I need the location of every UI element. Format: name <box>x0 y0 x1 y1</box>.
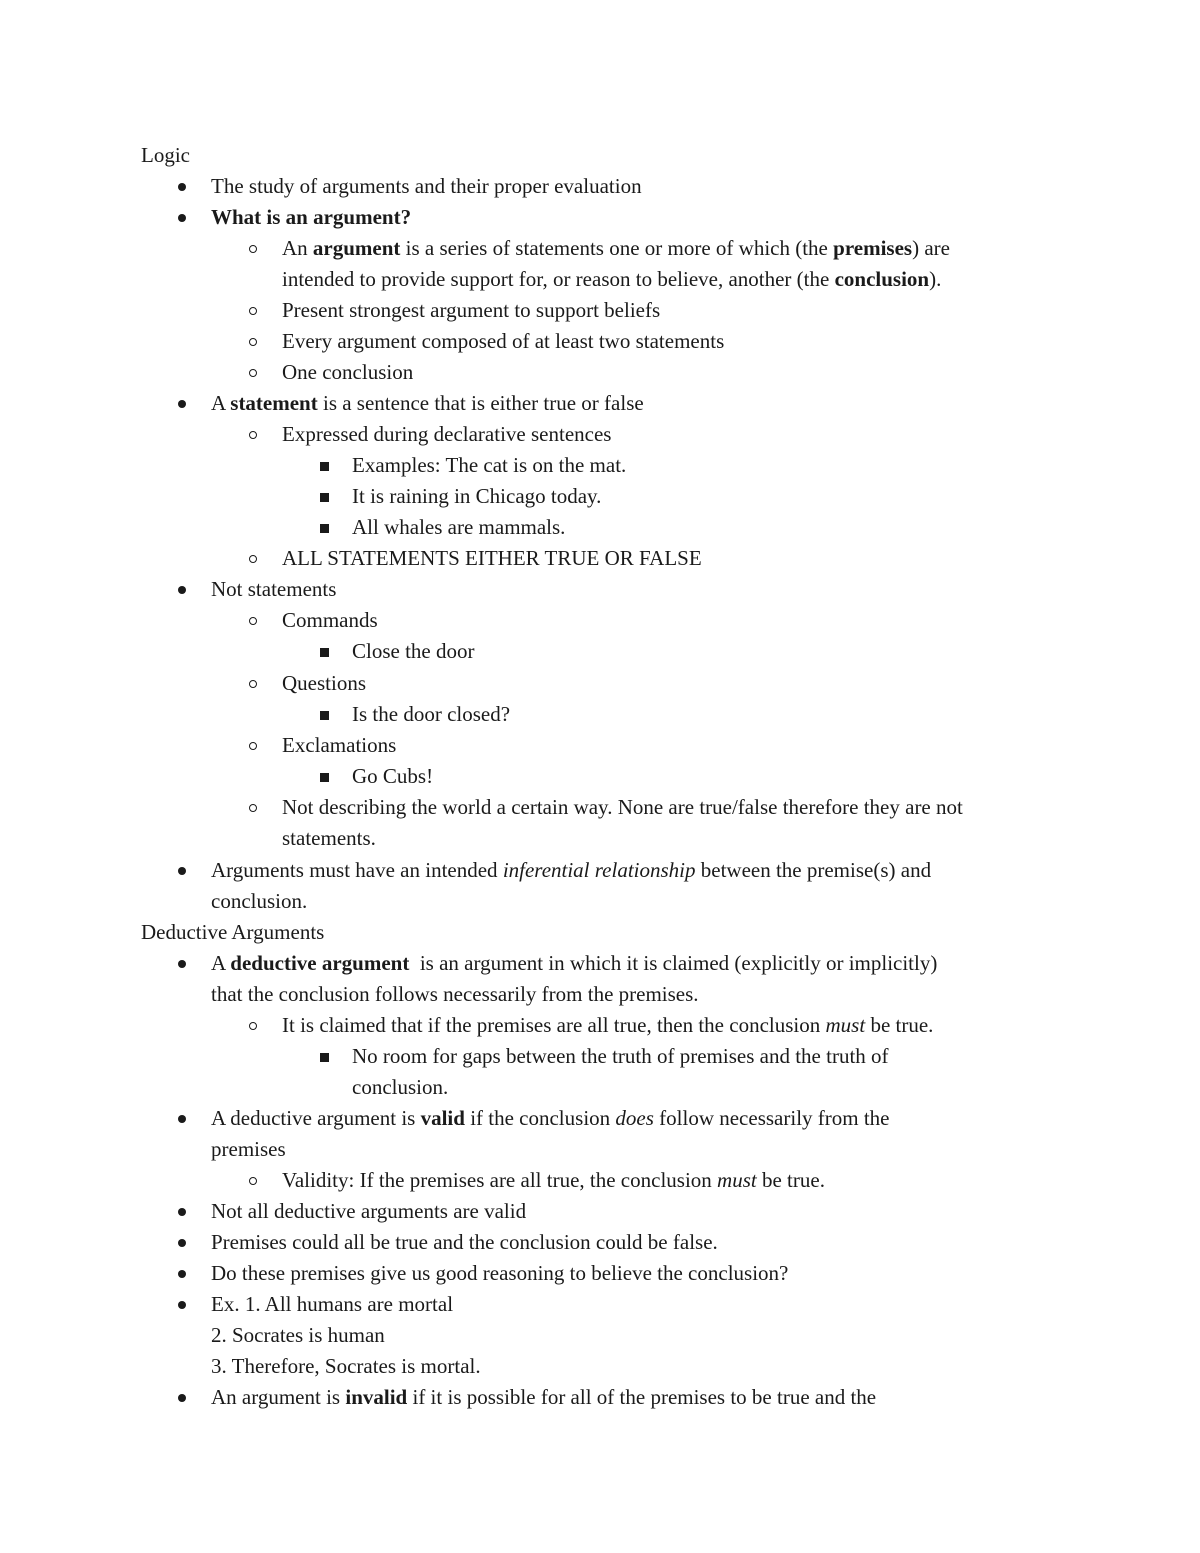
heading-logic <box>0 140 1200 171</box>
list-item: Examples: The cat is on the mat. <box>0 450 1200 481</box>
list-item: Premises could all be true and the conclusion could be false. <box>0 1227 1200 1258</box>
section-heading: Logic <box>141 143 190 167</box>
list-item: Is the door closed? <box>0 699 1200 730</box>
list-item: An argument is a series of statements one or more of which (the premises) are <box>0 233 1200 264</box>
list-item: Not all deductive arguments are valid <box>0 1196 1200 1227</box>
list-item: What is an argument? <box>0 202 1200 233</box>
list-item: It is claimed that if the premises are all true, then the conclusion must be true. <box>0 1010 1200 1041</box>
list-item-continuation: statements. <box>282 826 376 850</box>
list-item: A deductive argument is an argument in which it is claimed (explicitly or implicitly) <box>0 948 1200 979</box>
list-item: Validity: If the premises are all true, the conclusion must be true. <box>0 1165 1200 1196</box>
list-item-continuation: premises <box>211 1137 286 1161</box>
list-item-continuation: conclusion. <box>352 1075 449 1099</box>
list-item: Do these premises give us good reasoning to believe the conclusion? <box>0 1258 1200 1289</box>
list-item: Close the door <box>0 636 1200 667</box>
list-item: Ex. 1. All humans are mortal <box>0 1289 1200 1320</box>
heading-deductive <box>0 917 1200 948</box>
list-item: Questions <box>0 668 1200 699</box>
list-item: Exclamations <box>0 730 1200 761</box>
list-item: Commands <box>0 605 1200 636</box>
list-item-continuation: conclusion. <box>211 889 308 913</box>
list-item: All whales are mammals. <box>0 512 1200 543</box>
list-item: Every argument composed of at least two statements <box>0 326 1200 357</box>
list-item: Present strongest argument to support beliefs <box>0 295 1200 326</box>
list-item: One conclusion <box>0 357 1200 388</box>
list-item: ALL STATEMENTS EITHER TRUE OR FALSE <box>0 543 1200 574</box>
list-item: The study of arguments and their proper evaluation <box>0 171 1200 202</box>
list-item: Expressed during declarative sentences <box>0 419 1200 450</box>
list-item: A statement is a sentence that is either true or false <box>0 388 1200 419</box>
list-item: No room for gaps between the truth of premises and the truth of <box>0 1041 1200 1072</box>
list-item-continuation: 2. Socrates is human <box>211 1323 385 1347</box>
list-item: Not statements <box>0 574 1200 605</box>
list-item: Not describing the world a certain way. None are true/false therefore they are not <box>0 792 1200 823</box>
list-item-continuation: intended to provide support for, or reason to believe, another (the conclusion). <box>282 267 942 291</box>
list-item: An argument is invalid if it is possible for all of the premises to be true and the <box>0 1382 1200 1413</box>
list-item: It is raining in Chicago today. <box>0 481 1200 512</box>
list-item-continuation: that the conclusion follows necessarily from the premises. <box>211 982 699 1006</box>
list-item-continuation: 3. Therefore, Socrates is mortal. <box>211 1354 481 1378</box>
list-item: A deductive argument is valid if the conclusion does follow necessarily from the <box>0 1103 1200 1134</box>
list-item: Go Cubs! <box>0 761 1200 792</box>
section-heading: Deductive Arguments <box>141 920 325 944</box>
list-item: Arguments must have an intended inferential relationship between the premise(s) and <box>0 855 1200 886</box>
